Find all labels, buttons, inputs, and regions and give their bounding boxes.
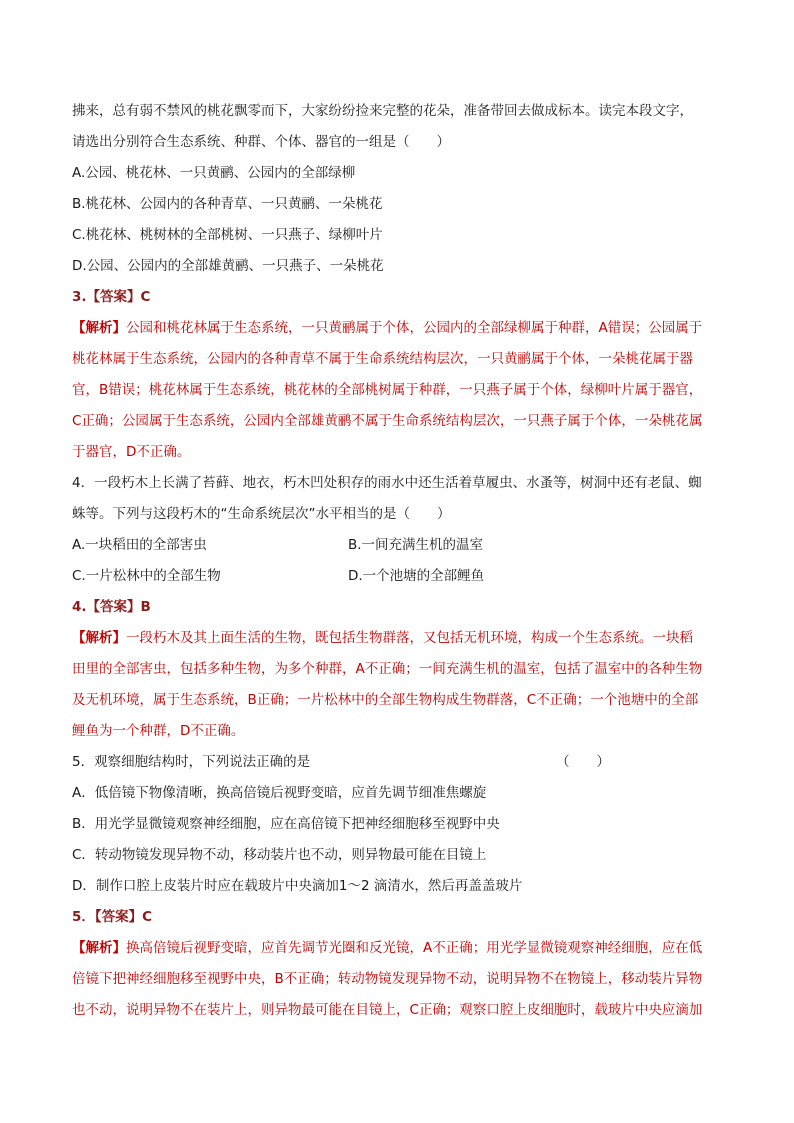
q5-analysis-line-3 (72, 995, 732, 1026)
q4-option-b: B.一间充满生机的温室 (348, 537, 484, 553)
q4-analysis-line-4 (72, 716, 732, 747)
option-letter: C (526, 692, 537, 708)
q5-analysis-line-2 (72, 964, 732, 995)
q3-stem-line-1: 拂来，总有弱不禁风的桃花飘零而下，大家纷纷捡来完整的花朵，准备带回去做成标本。读完本段文字， (72, 103, 693, 119)
analysis-text: 不正确。 (136, 444, 191, 460)
analysis-text: 不正确；一间充满生机的温室，包括了温室中的各种生物 (364, 661, 703, 677)
q3-option-a: A.公园、桃花林、一只黄鹂、公园内的全部绿柳 (72, 165, 356, 181)
q3-answer-label: 3.【答案】 (72, 289, 141, 305)
q5-answer-label: 5．【答案】 (72, 909, 143, 925)
q3-option-c: C.桃花林、桃树林的全部桃树、一只燕子、绿柳叶片 (72, 227, 383, 243)
option-letter: D (180, 723, 191, 739)
q5-answer-value: C (142, 909, 153, 925)
q5-analysis-tag: 【解析】 (72, 940, 126, 956)
option-letter: C (72, 413, 82, 429)
analysis-text: 也不动，说明异物不在装片上，则异物最可能在目镜上， (72, 1002, 410, 1018)
q3-analysis-line-3 (72, 375, 732, 406)
analysis-text: 正确；观察口腔上皮细胞时，载玻片中央应滴加 (418, 1002, 703, 1018)
q3-option-d: D.公园、公园内的全部雄黄鹂、一只燕子、一朵桃花 (72, 258, 384, 274)
analysis-text: 于器官， (72, 444, 126, 460)
q4-options-row-2 (72, 561, 732, 592)
q4-options-row-1 (72, 530, 732, 561)
analysis-text: 田里的全部害虫，包括多种生物，为多个种群， (72, 661, 356, 677)
q5-option-a: A．低倍镜下物像清晰，换高倍镜后视野变暗，应首先调节细准焦螺旋 (72, 785, 487, 801)
q4-analysis-line-1 (72, 623, 732, 654)
analysis-text: 正确；一片松林中的全部生物构成生物群落， (256, 692, 527, 708)
q3-stem-line-2: 请选出分别符合生态系统、种群、个体、器官的一组是（ ） (72, 134, 450, 150)
document-page (72, 96, 732, 1026)
option-letter: A (423, 940, 433, 956)
option-letter: C (409, 1002, 419, 1018)
q5-option-c: C．转动物镜发现异物不动，移动装片也不动，则异物最可能在目镜上 (72, 847, 487, 863)
analysis-text: 不正确；转动物镜发现异物不动，说明异物不在物镜上，移动装片异物 (283, 971, 703, 987)
analysis-text: 错误；桃花林属于生态系统，桃花林的全部桃树属于种群，一只燕子属于个体，绿柳叶片属于器官， (108, 382, 703, 398)
analysis-text: 一段朽木及其上面生活的生物，既包括生物群落，又包括无机环境，构成一个生态系统。一块稻 (126, 630, 693, 646)
q5-option-b: B．用光学显微镜观察神经细胞，应在高倍镜下把神经细胞移至视野中央 (72, 816, 500, 832)
analysis-text: 公园和桃花林属于生态系统，一只黄鹂属于个体，公园内的全部绿柳属于种群， (126, 320, 599, 336)
q4-analysis-tag: 【解析】 (72, 630, 126, 646)
analysis-text: 倍镜下把神经细胞移至视野中央， (72, 971, 275, 987)
option-letter: B (99, 382, 109, 398)
analysis-text: 鲤鱼为一个种群， (72, 723, 180, 739)
q3-analysis-line-5 (72, 437, 732, 468)
analysis-text: 不正确；用光学显微镜观察神经细胞，应在低 (432, 940, 703, 956)
q4-answer-line (72, 592, 732, 623)
analysis-text: 官， (72, 382, 99, 398)
q4-answer-label: 4.【答案】 (72, 599, 141, 615)
q5-answer-paren: （ ） (556, 754, 610, 770)
q4-analysis-line-2 (72, 654, 732, 685)
analysis-text: 不正确。 (190, 723, 245, 739)
q4-option-a: A.一块稻田的全部害虫 (72, 537, 207, 553)
analysis-text: 正确；公园属于生态系统，公园内全部雄黄鹂不属于生命系统结构层次，一只燕子属于个体，一朵桃花属 (81, 413, 703, 429)
q4-stem-line-1: 4．一段朽木上长满了苔藓、地衣，朽木凹处积存的雨水中还生活着草履虫、水蚤等，树洞中还有老鼠、蜘 (72, 475, 702, 491)
q3-analysis-line-1 (72, 313, 732, 344)
analysis-text: 换高倍镜后视野变暗，应首先调节光圈和反光镜， (126, 940, 423, 956)
q4-answer-value: B (140, 599, 151, 615)
option-letter: A (355, 661, 365, 677)
option-letter: A (598, 320, 608, 336)
q3-analysis-tag: 【解析】 (72, 320, 126, 336)
q3-option-b: B.桃花林、公园内的各种青草、一只黄鹂、一朵桃花 (72, 196, 383, 212)
q5-option-d: D．制作口腔上皮装片时应在载玻片中央滴加1～2 滴清水，然后再盖盖玻片 (72, 878, 523, 894)
option-letter: B (247, 692, 257, 708)
analysis-text: 及无机环境，属于生态系统， (72, 692, 248, 708)
q4-option-d: D.一个池塘的全部鲤鱼 (348, 568, 485, 584)
q3-answer-value: C (140, 289, 151, 305)
q5-stem-line (72, 747, 732, 778)
option-letter: D (126, 444, 137, 460)
analysis-text: 不正确；一个池塘中的全部 (536, 692, 699, 708)
q3-analysis-line-4 (72, 406, 732, 437)
q4-analysis-line-3 (72, 685, 732, 716)
q5-answer-line (72, 902, 732, 933)
q4-stem-line-2: 蛛等。下列与这段朽木的“生命系统层次”水平相当的是（ ） (72, 506, 451, 522)
analysis-text: 错误；公园属于 (607, 320, 703, 336)
option-letter: B (274, 971, 284, 987)
q3-analysis-line-2: 桃花林属于生态系统，公园内的各种青草不属于生命系统结构层次，一只黄鹂属于个体，一朵桃花属于器 (72, 351, 693, 367)
q5-analysis-line-1 (72, 933, 732, 964)
q3-answer-line (72, 282, 732, 313)
q4-option-c: C.一片松林中的全部生物 (72, 568, 221, 584)
q5-stem: 5．观察细胞结构时，下列说法正确的是 (72, 754, 311, 770)
